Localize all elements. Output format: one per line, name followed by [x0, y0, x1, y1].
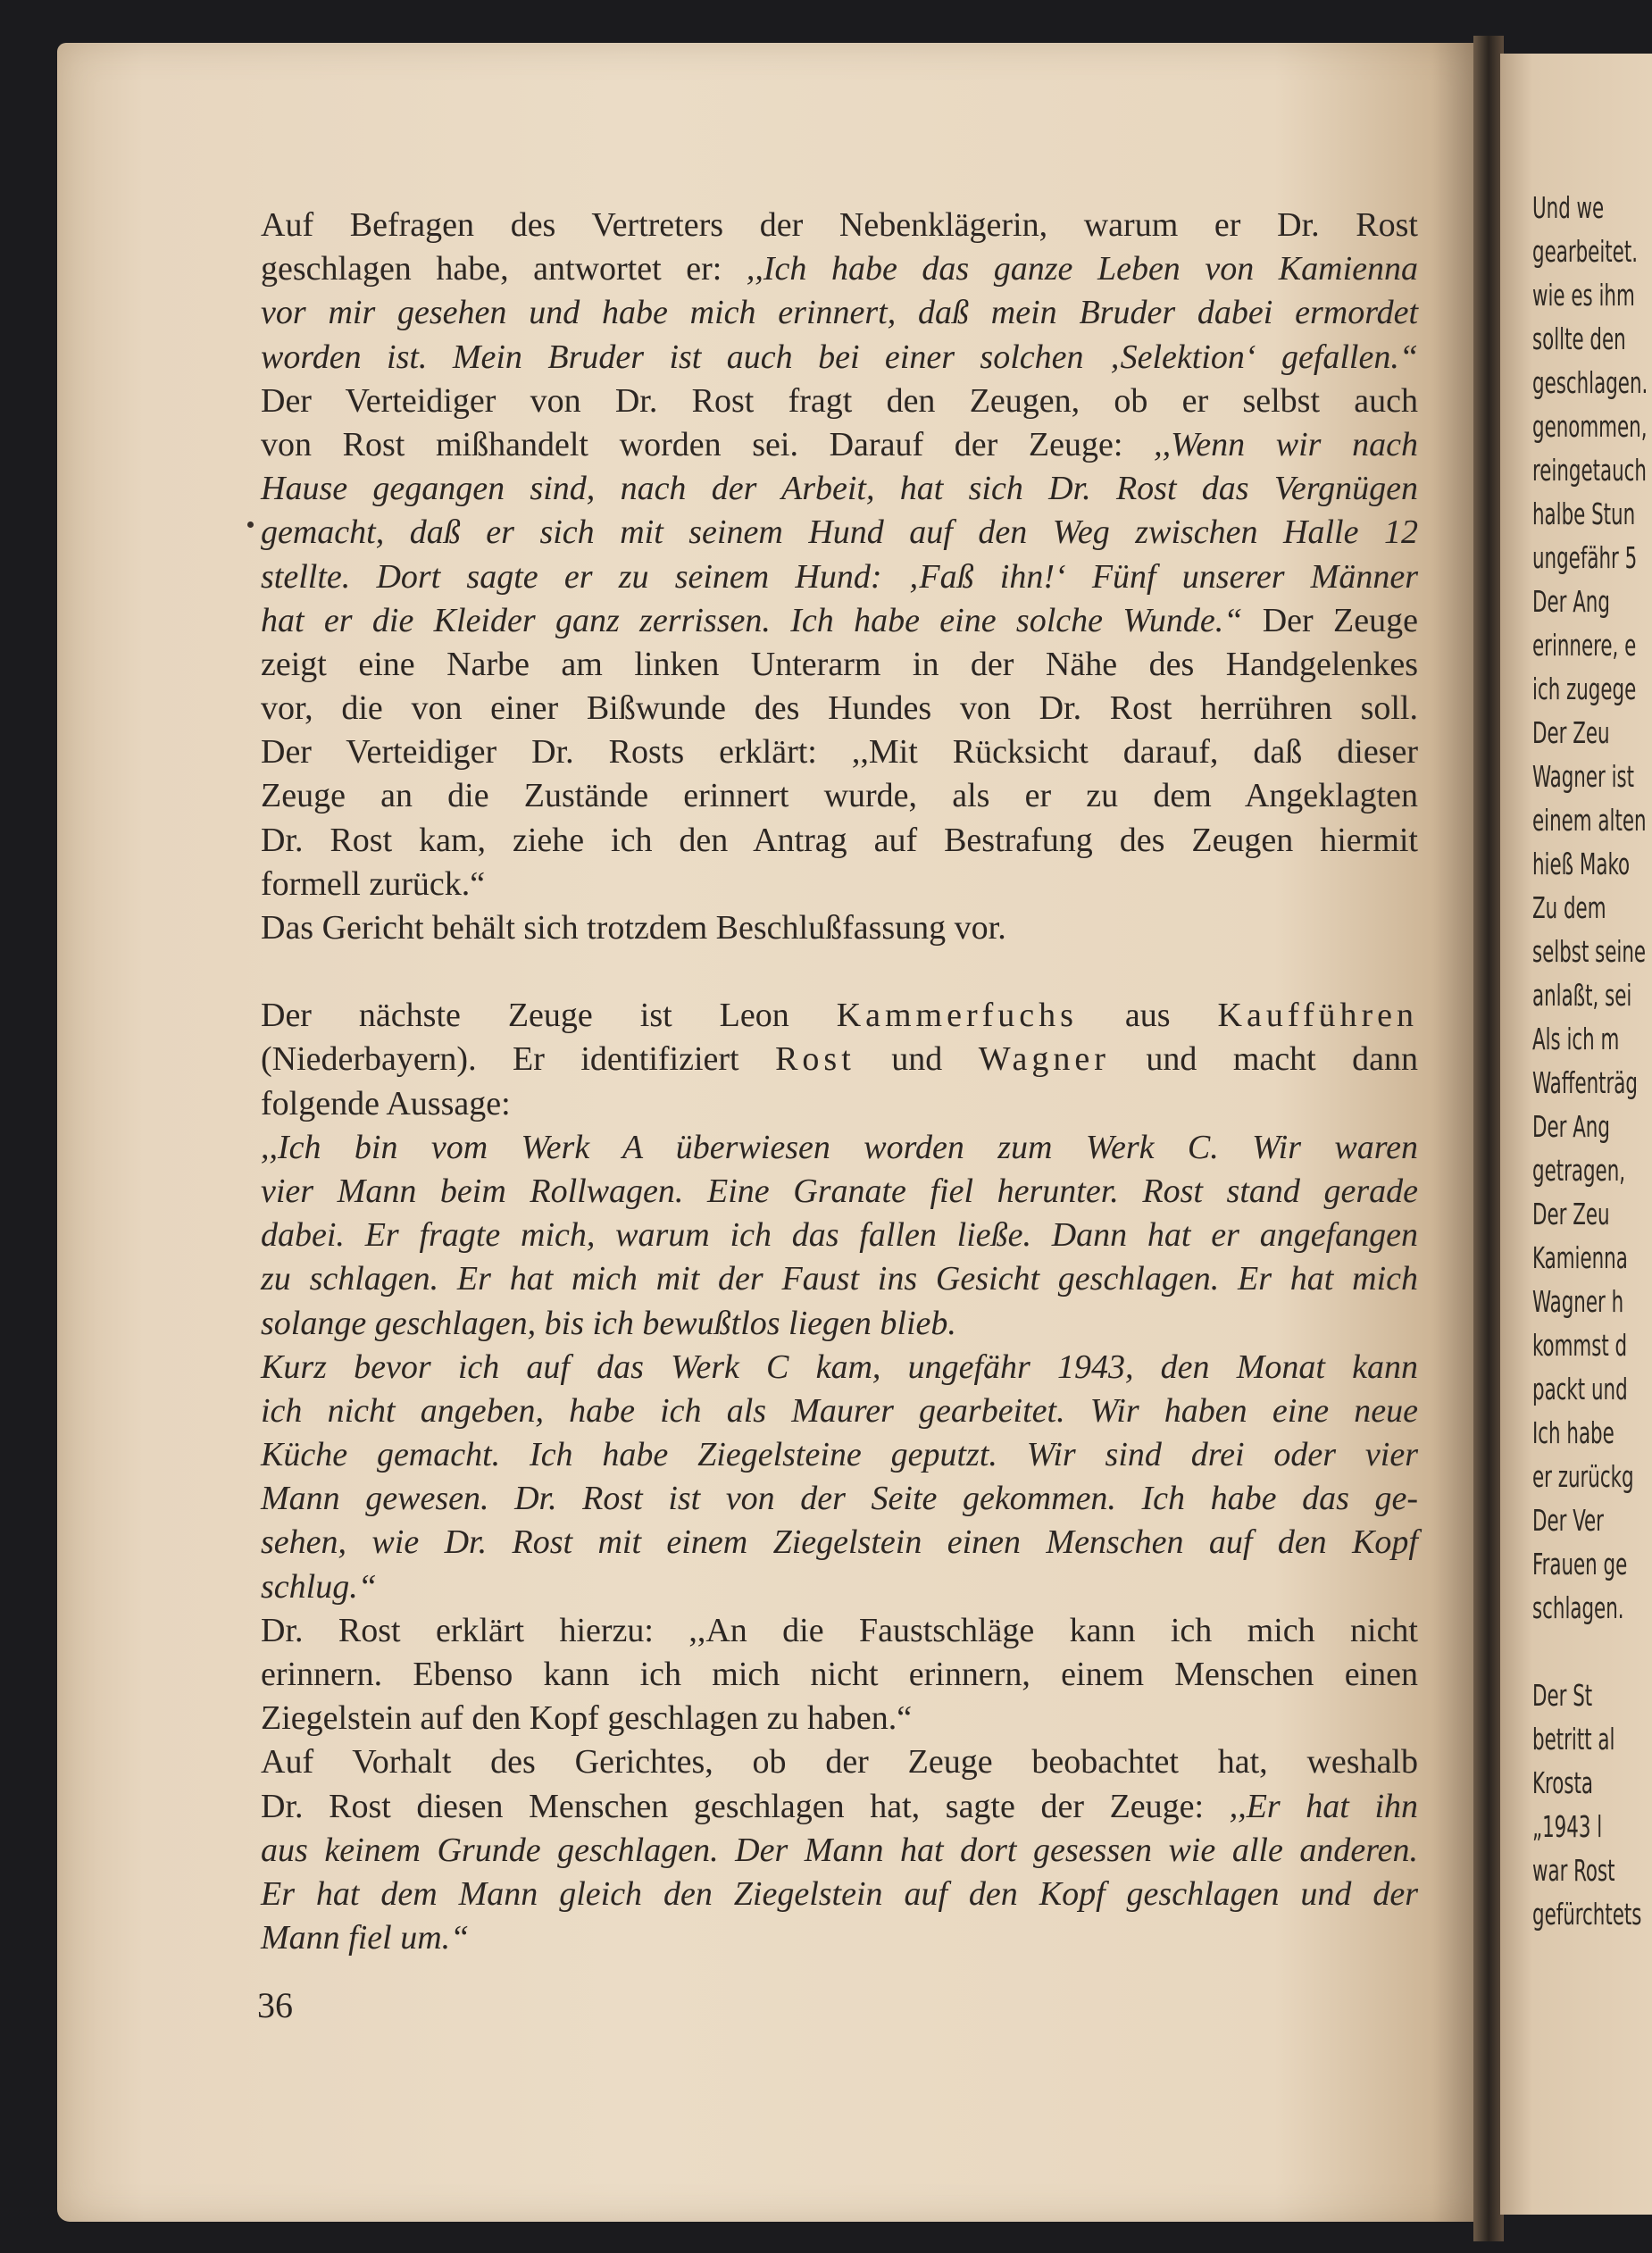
text-line: schlug.“	[261, 1567, 377, 1606]
text-line: erinnern. Ebenso kann ich mich nicht erinnern, einem Menschen einen	[261, 1656, 1418, 1693]
text-line: vor, die von einer Bißwunde des Hundes von Dr. Rost herrühren soll.	[261, 689, 1418, 728]
right-page-line: Frauen ge	[1532, 1547, 1628, 1581]
text-line: Das Gericht behält sich trotzdem Beschlußfassung vor.	[261, 909, 1006, 947]
page-body-text	[261, 204, 1418, 1960]
text-line: aus keinem Grunde geschlagen. Der Mann hat dort gesessen wie alle anderen.	[261, 1831, 1418, 1869]
text-line: Mann fiel um.“	[261, 1919, 470, 1957]
text-line: hat er die Kleider ganz zerrissen. Ich habe eine solche Wunde.“ Der Zeuge	[261, 601, 1418, 639]
right-page-line: hieß Mako	[1532, 847, 1631, 881]
page-number: 36	[257, 1985, 293, 2025]
right-page-line: gefürchtets	[1532, 1897, 1642, 1932]
text-line: zu schlagen. Er hat mich mit der Faust ins Gesicht geschlagen. Er hat mich	[261, 1260, 1418, 1298]
text-line: Ziegelstein auf den Kopf geschlagen zu haben.“	[261, 1699, 913, 1738]
text-line: zeigt eine Narbe am linken Unterarm in der Nähe des Handgelenkes	[261, 645, 1418, 683]
right-page-line: Wagner ist	[1532, 759, 1635, 794]
right-page-line: betritt al	[1532, 1722, 1615, 1757]
text-line: (Niederbayern). Er identifiziert Rost und Wagner und macht dann	[261, 1040, 1419, 1079]
right-page-line: war Rost	[1532, 1853, 1615, 1888]
text-line: Der nächste Zeuge ist Leon Kammerfuchs aus Kaufführen	[261, 997, 1418, 1035]
right-page-line: genommen,	[1532, 409, 1648, 444]
right-page-line: ungefähr 5	[1532, 540, 1638, 575]
text-line: Dr. Rost diesen Menschen geschlagen hat, sagte der Zeuge: ,,Er hat ihn	[261, 1787, 1419, 1825]
text-line: ich nicht angeben, habe ich als Maurer gearbeitet. Wir haben eine neue	[261, 1391, 1418, 1430]
book-gutter	[1473, 36, 1504, 2241]
text-line: Auf Vorhalt des Gerichtes, ob der Zeuge beobachtet hat, weshalb	[261, 1743, 1418, 1782]
text-line: von Rost mißhandelt worden sei. Darauf der Zeuge: ,,Wenn wir nach	[261, 425, 1418, 463]
text-line	[261, 950, 1418, 994]
text-line: worden ist. Mein Bruder ist auch bei einer solchen ‚Selektion‘ gefallen.“	[261, 338, 1418, 376]
right-page-line: geschlagen.	[1532, 365, 1648, 400]
right-page-line: getragen,	[1532, 1153, 1626, 1188]
right-page-line: Als ich m	[1532, 1022, 1620, 1056]
text-line: Hause gegangen sind, nach der Arbeit, hat sich Dr. Rost das Vergnügen	[261, 470, 1418, 508]
right-page-line: Der Zeu	[1532, 715, 1610, 750]
right-page-line: anlaßt, sei	[1532, 978, 1632, 1013]
right-page-line: Wagner h	[1532, 1284, 1624, 1319]
right-page-line: einem alten	[1532, 803, 1647, 838]
text-line: Der Verteidiger von Dr. Rost fragt den Zeugen, ob er selbst auch	[261, 381, 1418, 420]
right-page-line: erinnere, e	[1532, 628, 1637, 663]
text-line: geschlagen habe, antwortet er: ,,Ich habe das ganze Leben von Kamienna	[261, 250, 1419, 288]
text-line: stellte. Dort sagte er zu seinem Hund: ‚Faß ihn!‘ Fünf unserer Männer	[261, 557, 1418, 596]
text-line: vier Mann beim Rollwagen. Eine Granate fiel herunter. Rost stand gerade	[261, 1172, 1418, 1210]
text-line: Dr. Rost kam, ziehe ich den Antrag auf Bestrafung des Zeugen hiermit	[261, 821, 1418, 859]
text-line: Der Verteidiger Dr. Rosts erklärt: ,,Mit Rücksicht darauf, daß dieser	[261, 733, 1418, 772]
text-line: folgende Aussage:	[261, 1084, 511, 1122]
right-page-line: selbst seine	[1532, 934, 1647, 969]
right-page-line: Kamienna	[1532, 1240, 1628, 1275]
right-page-line: Waffenträg	[1532, 1065, 1638, 1100]
right-page-line: schlagen.	[1532, 1590, 1624, 1625]
text-line: Kurz bevor ich auf das Werk C kam, ungefähr 1943, den Monat kann	[261, 1348, 1418, 1386]
text-line: Er hat dem Mann gleich den Ziegelstein auf den Kopf geschlagen und der	[261, 1874, 1418, 1913]
text-line: ,,Ich bin vom Werk A überwiesen worden zum Werk C. Wir waren	[261, 1128, 1418, 1166]
right-page-line	[1532, 1630, 1648, 1673]
right-page-line: ich zugege	[1532, 672, 1637, 706]
right-page-line: sollte den	[1532, 321, 1626, 356]
right-page-line: Und we	[1532, 190, 1605, 225]
right-page-line: Der Ang	[1532, 1109, 1610, 1144]
right-page-line: er zurückg	[1532, 1459, 1634, 1494]
right-page-line: wie es ihm	[1532, 278, 1635, 313]
text-line: Mann gewesen. Dr. Rost ist von der Seite gekommen. Ich habe das ge-	[261, 1480, 1418, 1518]
margin-dot	[247, 522, 254, 528]
text-line: vor mir gesehen und habe mich erinnert, daß mein Bruder dabei ermordet	[261, 294, 1418, 332]
right-page-line: Der St	[1532, 1678, 1593, 1713]
right-page-line: Der Ver	[1532, 1503, 1604, 1538]
right-page-text	[1532, 186, 1648, 1936]
text-line: Dr. Rost erklärt hierzu: ,,An die Faustschläge kann ich mich nicht	[261, 1611, 1418, 1649]
right-page-line: halbe Stun	[1532, 496, 1636, 531]
right-page-line: gearbeitet.	[1532, 234, 1638, 269]
right-page-line: „1943 l	[1532, 1809, 1603, 1844]
right-page-line: Krosta	[1532, 1765, 1593, 1800]
right-page-line: Ich habe	[1532, 1415, 1614, 1450]
text-line: solange geschlagen, bis ich bewußtlos liegen blieb.	[261, 1304, 956, 1342]
text-line: formell zurück.“	[261, 864, 486, 903]
text-line: Auf Befragen des Vertreters der Nebenklägerin, warum er Dr. Rost	[261, 206, 1418, 244]
text-line: sehen, wie Dr. Rost mit einem Ziegelstein einen Menschen auf den Kopf	[261, 1523, 1418, 1562]
right-page-line: Der Ang	[1532, 584, 1610, 619]
text-line: Zeuge an die Zustände erinnert wurde, als er zu dem Angeklagten	[261, 777, 1418, 815]
right-page-line: packt und	[1532, 1372, 1628, 1406]
text-line: Küche gemacht. Ich habe Ziegelsteine geputzt. Wir sind drei oder vier	[261, 1436, 1418, 1474]
right-page-line: Der Zeu	[1532, 1197, 1610, 1231]
right-page-line: kommst d	[1532, 1328, 1628, 1363]
text-line: dabei. Er fragte mich, warum ich das fallen ließe. Dann hat er angefangen	[261, 1216, 1418, 1255]
right-page-line: reingetauch	[1532, 453, 1647, 488]
right-page-line: Zu dem	[1532, 890, 1606, 925]
text-line: gemacht, daß er sich mit seinem Hund auf den Weg zwischen Halle 12	[261, 513, 1418, 552]
